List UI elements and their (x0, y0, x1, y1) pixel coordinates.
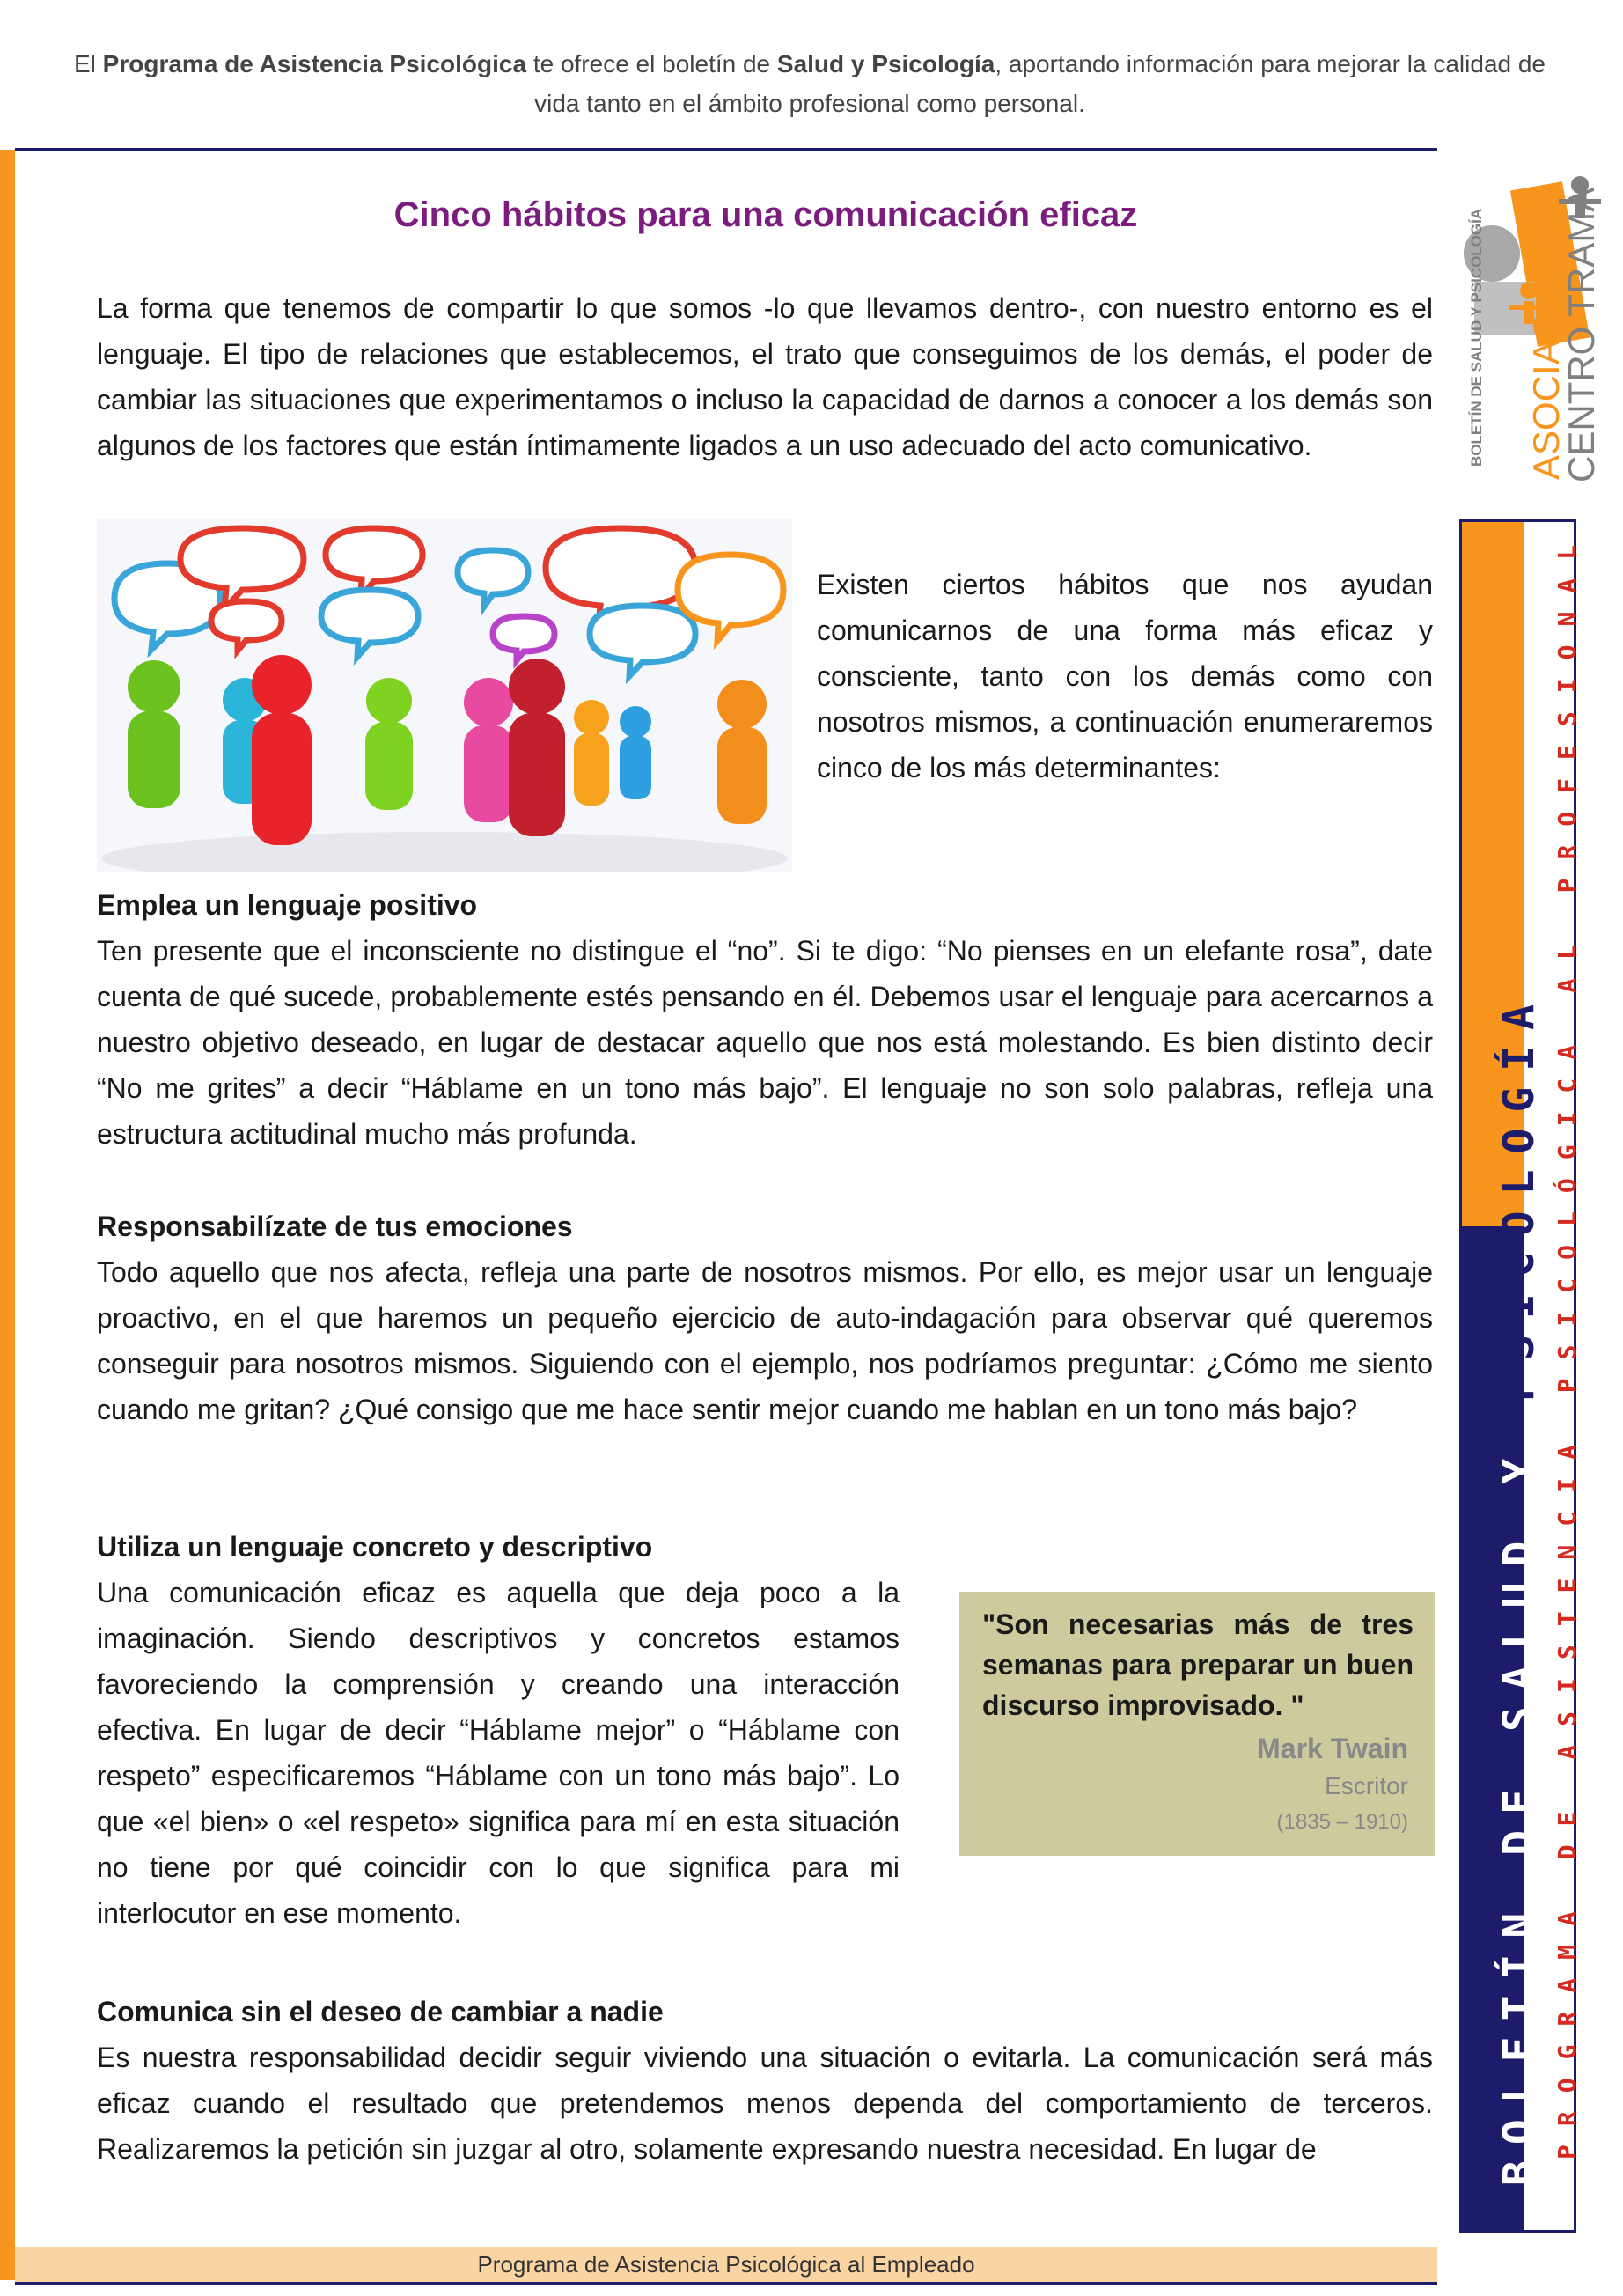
section-2-text: Todo aquello que nos afecta, refleja una parte de nosotros mismos. Por ello, es mejor usar un lenguaje proactivo, en el que haremos un pequeño ejercicio de auto-indagación para observar qué queremos conseguir para nosotros mismos. Siguiendo con el ejemplo, nos podríamos preguntar: ¿Cómo me siento cuando me gritan? ¿Qué consigo que me hace sentir mejor cuando me hablan en un tono más bajo? (97, 1256, 1433, 1425)
section-2-title: Responsabilízate de tus emociones (97, 1211, 573, 1242)
left-accent-stripe (0, 150, 15, 2280)
section-3-text-block (97, 1570, 900, 1936)
section-3-title-block (97, 1524, 1433, 1570)
section-3-title: Utiliza un lenguaje concreto y descriptivo (97, 1531, 653, 1563)
section-3-text: Una comunicación eficaz es aquella que deja poco a la imaginación. Siendo descriptivos y concretos estamos favoreciendo la comprensión y creando una interacción efectiva. En lugar de decir “Háblame mejor” o “Háblame con respeto” especificaremos “Háblame con un tono más bajo”. Lo que «el bien» o «el respeto» significa para mí en esta situación no tiene por qué coincidir con lo que significa para mi interlocutor en ese momento. (97, 1577, 900, 1929)
header-divider (15, 148, 1437, 151)
section-1 (97, 882, 1433, 1157)
quote-role: Escritor (1325, 1772, 1408, 1799)
side-banner-subtitle: PROGRAMA DE ASISTENCIA PSICOLÓGICA AL PROFESIONAL (1553, 526, 1582, 2160)
section-1-title: Emplea un lenguaje positivo (97, 889, 478, 921)
logo-text-small: BOLETÍN DE SALUD Y PSICOLOGÍA (1468, 208, 1485, 467)
quote-box (959, 1592, 1435, 1856)
side-vertical-banner (1459, 519, 1582, 2233)
image-side-text: Existen ciertos hábitos que nos ayudan comunicarnos de una forma más eficaz y consciente, tanto con los demás como con nosotros mismos, a continuación enumeraremos cinco de los más determinantes: (817, 569, 1433, 784)
quote-text: "Son necesarias más de tres semanas para preparar un buen discurso improvisado. " (982, 1608, 1414, 1721)
section-4 (97, 1989, 1433, 2172)
section-4-text: Es nuestra responsabilidad decidir seguir viviendo una situación o evitarla. La comunicación será más eficaz cuando el resultado que pretendemos menos dependa del comportamiento de terceros. Realizaremos la petición sin juzgar al otro, solamente expresando nuestra necesidad. En lugar de (97, 2042, 1433, 2165)
logo-text-asociacion: ASOCIACIÓN (1525, 247, 1567, 480)
communication-people-image (97, 519, 792, 872)
footer-divider (15, 2282, 1437, 2285)
section-2 (97, 1203, 1433, 1432)
logo-text-centro-trama: CENTRO TRAMA (1561, 187, 1602, 482)
header-program-name: Programa de Asistencia Psicológica (102, 50, 527, 77)
intro-paragraph: La forma que tenemos de compartir lo que somos -lo que llevamos dentro-, con nuestro entorno es el lenguaje. El tipo de relaciones que establecemos, el trato que conseguimos de los demás, el poder de cambiar las situaciones que experimentamos o incluso la capacidad de darnos a conocer a los demás son algunos de los factores que están íntimamente ligados a un uso adecuado del acto comunicativo. (97, 292, 1433, 461)
header-bulletin-name: Salud y Psicología (776, 50, 995, 77)
footer-text: Programa de Asistencia Psicológica al Empleado (477, 2251, 975, 2278)
quote-years: (1835 – 1910) (1276, 1810, 1408, 1834)
quote-author: Mark Twain (1257, 1733, 1408, 1764)
header-intro: El Programa de Asistencia Psicológica te ofrece el boletín de Salud y Psicología, aportando información para mejorar la calidad de vida tanto en el ámbito profesional como personal. (73, 50, 1546, 117)
section-1-text: Ten presente que el inconsciente no distingue el “no”. Si te digo: “No pienses en un elefante rosa”, date cuenta de qué sucede, probablemente estés pensando en él. Debemos usar el lenguaje para acercarnos a nuestro objetivo deseado, en lugar de destacar aquello que nos está molestando. Es bien distinto decir “No me grites” a decir “Háblame en un tono más bajo”. El lenguaje no son solo palabras, refleja una estructura actitudinal mucho más profunda. (97, 935, 1433, 1150)
section-4-title: Comunica sin el deseo de cambiar a nadie (97, 1996, 664, 2027)
page-title: Cinco hábitos para una comunicación eficaz (393, 195, 1138, 234)
side-banner-title: BOLETÍN DE SALUD Y PSICOLOGÍA (1494, 988, 1544, 2186)
